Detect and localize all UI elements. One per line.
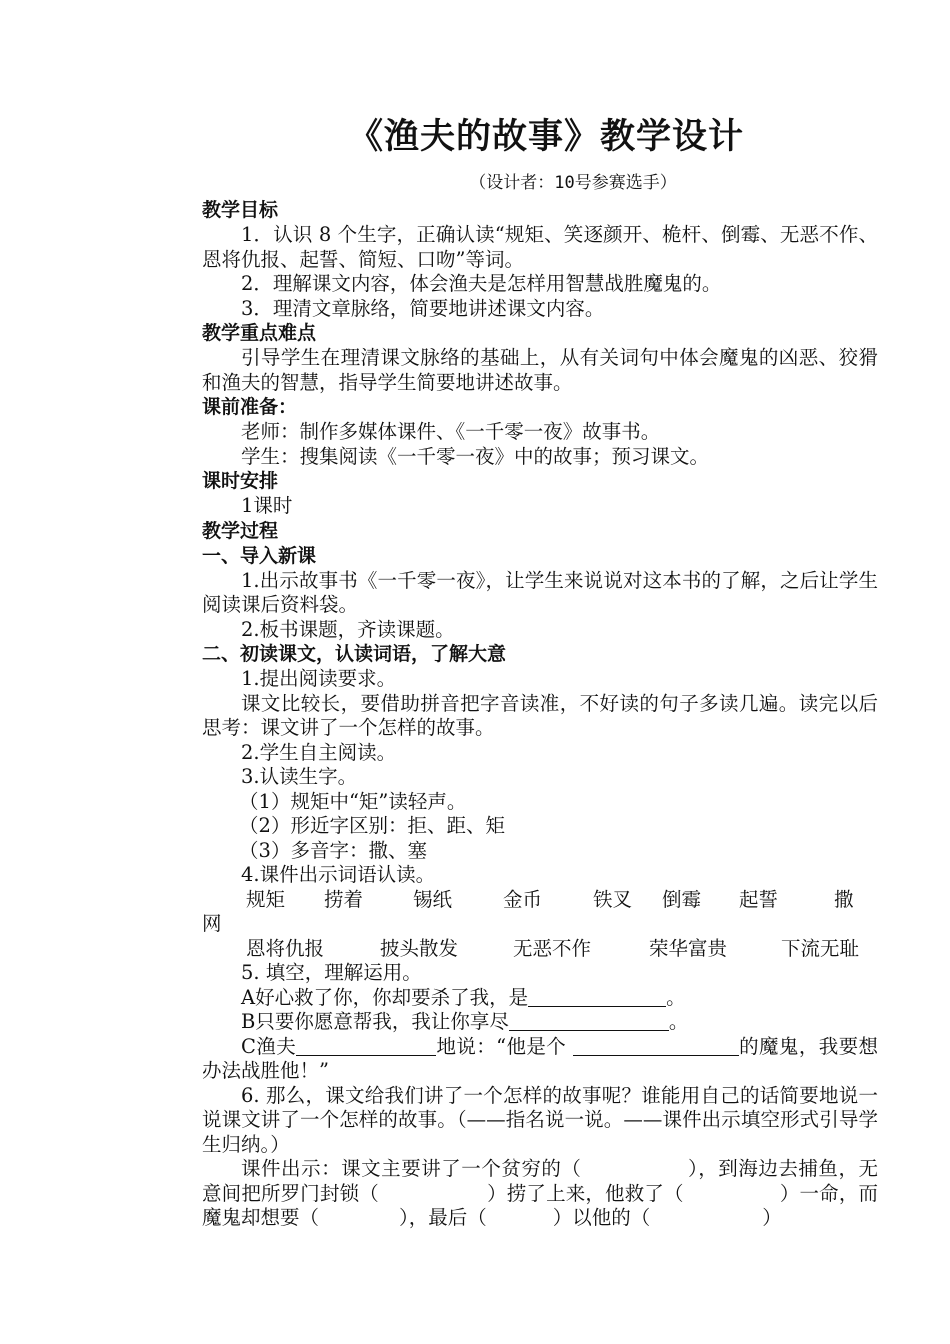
word-item: 铁叉 [593,887,633,911]
summary-part-2: ），到海边去捕鱼，无意间把所罗门封锁（ [202,1157,878,1205]
part-1-step-1: 1.出示故事书《一千零一夜》，让学生来说说对这本书的了解，之后让学生阅读课后资料袋。 [202,568,878,616]
word-item: 金币 [503,887,543,911]
summary-part-1: 课件出示：课文主要讲了一个贫穷的（ [241,1157,582,1180]
word-item: 无恶不作 [513,936,592,960]
fill-a-blank [528,987,666,1007]
fill-b-suffix: 。 [668,1010,689,1033]
part-2-step-5: 5. 填空，理解运用。 [241,961,422,984]
part-2-step-3b: （2）形近字区别：拒、距、矩 [239,814,505,837]
document-page [202,112,878,1231]
part-2-step-3a: （1）规矩中“矩”读轻声。 [239,789,467,813]
fill-a-suffix: 。 [666,985,686,1009]
prep-student: 学生：搜集阅读《一千零一夜》中的故事；预习课文。 [241,444,710,468]
fill-blank-b [202,1010,878,1035]
prep-teacher: 老师：制作多媒体课件、《一千零一夜》故事书。 [241,420,661,443]
word-item: 锡纸 [413,887,453,911]
goal-2: 2．理解课文内容，体会渔夫是怎样用智慧战胜魔鬼的。 [241,272,722,295]
fill-blank-a [202,986,878,1011]
fill-c-prefix: C渔夫 [241,1034,297,1058]
heading-process: 教学过程 [202,519,279,542]
heading-schedule: 课时安排 [202,470,279,492]
part-2-step-1-detail: 课文比较长，要借助拼音把字音读准，不好读的句子多读几遍。读完以后思考：课文讲了一个怎样的故事。 [202,691,878,739]
word-list-row-1 [202,888,878,913]
fill-c-suffix: 的魔鬼，我要想办法战胜他！” [202,1034,878,1082]
fill-blank-c [202,1035,878,1084]
word-item: 恩将仇报 [246,936,325,960]
fill-c-middle: 地说：“他是个 [436,1034,573,1058]
fill-b-blank [509,1011,669,1031]
part-2-step-2: 2.学生自主阅读。 [241,740,397,764]
word-item: 下流无耻 [781,936,860,960]
summary-part-4: ）一命，而魔鬼却想要（ [202,1181,878,1229]
word-list-row-1-wrap: 网 [202,912,222,935]
word-item: 规矩 [246,887,286,911]
fill-b-prefix: B只要你愿意帮我，我让你享尽 [241,1010,509,1033]
document-subtitle: （设计者：10号参赛选手） [469,173,677,193]
goal-1: 1．认识 8 个生字，正确认读“规矩、笑逐颜开、桅杆、倒霉、无恶不作、恩将仇报、起誓、简短、口吻”等词。 [202,223,878,271]
part-2-step-3: 3.认读生字。 [241,765,358,788]
part-2-step-4: 4.课件出示词语认读。 [241,863,436,886]
part-2-heading: 二、初读课文，认读词语，了解大意 [202,643,507,665]
part-2-step-1: 1.提出阅读要求。 [241,667,397,690]
word-item: 荣华富贵 [649,936,728,960]
word-item: 捞着 [324,887,364,911]
summary-part-5: ），最后（ [399,1206,487,1229]
summary-part-7: ） [762,1206,782,1229]
fill-a-prefix: A好心救了你，你却要杀了我，是 [241,985,529,1009]
part-2-step-6: 6. 那么，课文给我们讲了一个怎样的故事呢？谁能用自己的话简要地说一说课文讲了一个怎样的故事。（——指名说一说。——课件出示填空形式引导学生归纳。） [202,1083,878,1156]
word-item: 披头散发 [380,936,459,960]
part-1-step-2: 2.板书课题，齐读课题。 [241,617,455,641]
part-1-heading: 一、导入新课 [202,544,317,567]
summary-fill [202,1157,878,1231]
part-2-step-3c: （3）多音字：撒、塞 [239,838,427,862]
goal-3: 3．理清文章脉络，简要地讲述课文内容。 [241,296,605,320]
word-item: 倒霉 [662,887,702,911]
summary-part-6: ）以他的（ [552,1206,651,1229]
word-item: 撒 [834,887,854,911]
heading-goals: 教学目标 [202,199,279,221]
fill-c-blank-2 [573,1036,739,1056]
key-points-text: 引导学生在理清课文脉络的基础上，从有关词句中体会魔鬼的凶恶、狡猾和渔夫的智慧，指导学生简要地讲述故事。 [202,346,878,394]
word-item: 起誓 [739,887,779,911]
heading-preparation: 课前准备： [202,396,298,418]
summary-part-3: ）捞了上来，他救了（ [486,1181,684,1205]
fill-c-blank-1 [296,1036,436,1056]
schedule-text: 1课时 [241,494,293,517]
document-title: 《渔夫的故事》教学设计 [347,116,744,157]
word-list-row-2 [202,937,878,962]
heading-key-points: 教学重点难点 [202,322,317,344]
